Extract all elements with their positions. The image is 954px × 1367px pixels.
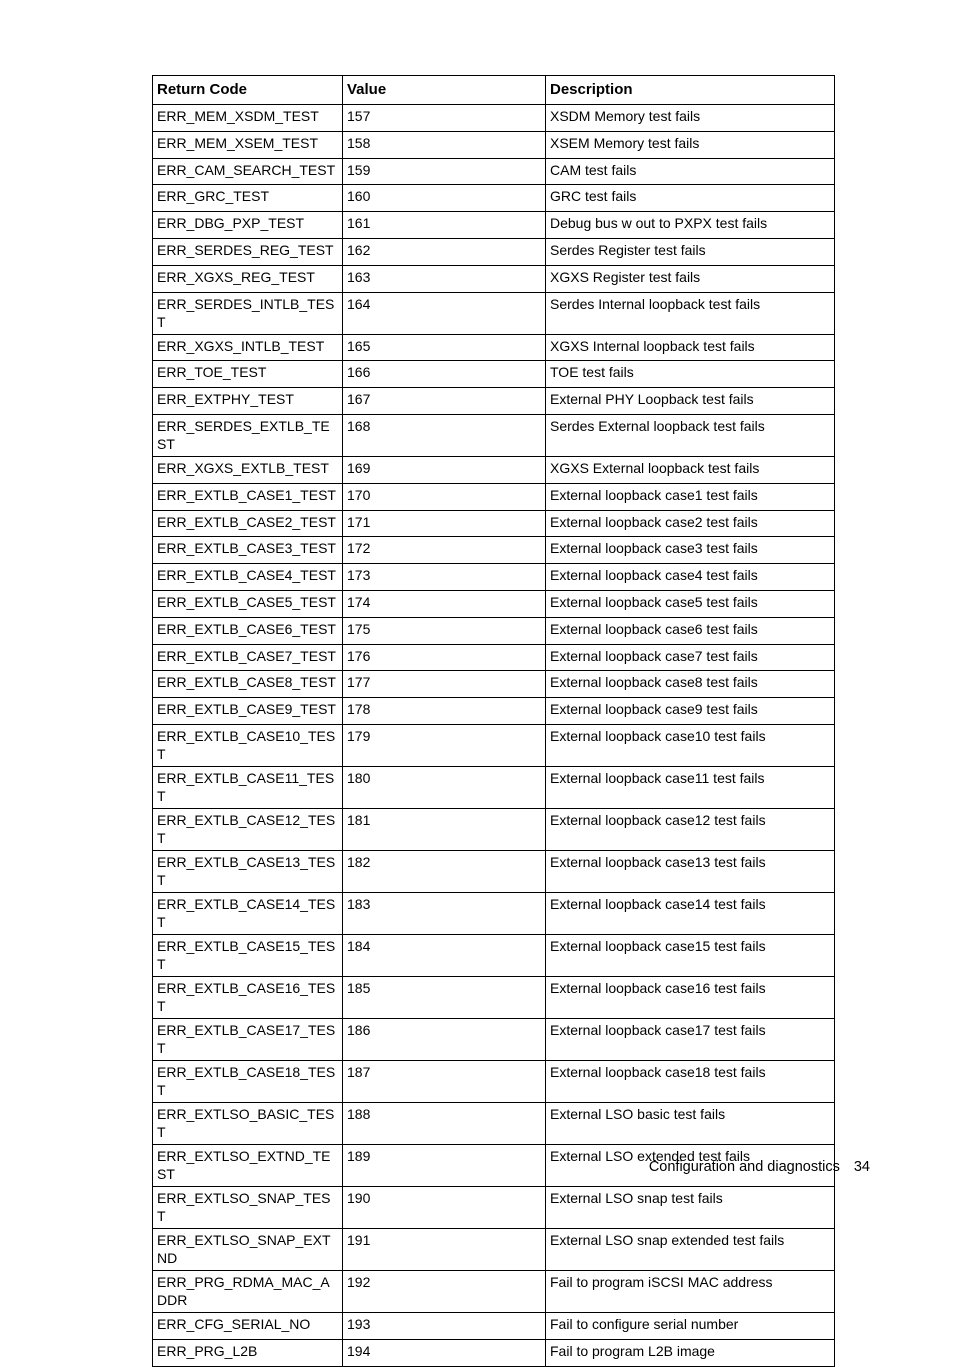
cell-description: External loopback case10 test fails bbox=[546, 724, 835, 766]
cell-description: Serdes Register test fails bbox=[546, 238, 835, 265]
cell-description: External loopback case15 test fails bbox=[546, 934, 835, 976]
cell-return-code: ERR_EXTPHY_TEST bbox=[153, 388, 343, 415]
cell-value: 183 bbox=[343, 892, 546, 934]
cell-return-code: ERR_XGXS_EXTLB_TEST bbox=[153, 456, 343, 483]
cell-return-code: ERR_EXTLB_CASE14_TEST bbox=[153, 892, 343, 934]
table-row bbox=[153, 265, 835, 292]
cell-description: Debug bus w out to PXPX test fails bbox=[546, 212, 835, 239]
table-row bbox=[153, 671, 835, 698]
cell-value: 159 bbox=[343, 158, 546, 185]
table-header-row bbox=[153, 76, 835, 105]
cell-description: External loopback case17 test fails bbox=[546, 1018, 835, 1060]
cell-return-code: ERR_PRG_RDMA_MAC_ADDR bbox=[153, 1270, 343, 1312]
table-row bbox=[153, 766, 835, 808]
cell-description: XGXS Internal loopback test fails bbox=[546, 334, 835, 361]
cell-value: 162 bbox=[343, 238, 546, 265]
cell-description: External loopback case18 test fails bbox=[546, 1060, 835, 1102]
table-row bbox=[153, 976, 835, 1018]
cell-description: External loopback case14 test fails bbox=[546, 892, 835, 934]
cell-description: TOE test fails bbox=[546, 361, 835, 388]
cell-description: External LSO basic test fails bbox=[546, 1102, 835, 1144]
cell-return-code: ERR_CAM_SEARCH_TEST bbox=[153, 158, 343, 185]
cell-value: 157 bbox=[343, 105, 546, 132]
table-body bbox=[153, 105, 835, 1367]
cell-value: 185 bbox=[343, 976, 546, 1018]
cell-return-code: ERR_EXTLB_CASE16_TEST bbox=[153, 976, 343, 1018]
cell-description: Fail to configure serial number bbox=[546, 1312, 835, 1339]
cell-value: 166 bbox=[343, 361, 546, 388]
cell-value: 172 bbox=[343, 537, 546, 564]
cell-value: 180 bbox=[343, 766, 546, 808]
header-description: Description bbox=[546, 76, 835, 105]
cell-value: 176 bbox=[343, 644, 546, 671]
table-row bbox=[153, 892, 835, 934]
cell-return-code: ERR_EXTLB_CASE15_TEST bbox=[153, 934, 343, 976]
cell-description: External loopback case8 test fails bbox=[546, 671, 835, 698]
cell-description: External loopback case6 test fails bbox=[546, 617, 835, 644]
footer-section-title: Configuration and diagnostics bbox=[648, 1159, 840, 1175]
table-row bbox=[153, 131, 835, 158]
cell-return-code: ERR_EXTLSO_BASIC_TEST bbox=[153, 1102, 343, 1144]
table-row bbox=[153, 850, 835, 892]
table-row bbox=[153, 361, 835, 388]
cell-value: 194 bbox=[343, 1339, 546, 1366]
cell-value: 163 bbox=[343, 265, 546, 292]
table-row bbox=[153, 644, 835, 671]
table-row bbox=[153, 158, 835, 185]
table-row bbox=[153, 1186, 835, 1228]
table-row bbox=[153, 934, 835, 976]
table-row bbox=[153, 808, 835, 850]
cell-return-code: ERR_EXTLB_CASE17_TEST bbox=[153, 1018, 343, 1060]
cell-value: 165 bbox=[343, 334, 546, 361]
cell-value: 170 bbox=[343, 483, 546, 510]
table-row bbox=[153, 617, 835, 644]
cell-return-code: ERR_PRG_L2B bbox=[153, 1339, 343, 1366]
cell-value: 173 bbox=[343, 564, 546, 591]
cell-description: External loopback case4 test fails bbox=[546, 564, 835, 591]
table-row bbox=[153, 1270, 835, 1312]
cell-description: Serdes Internal loopback test fails bbox=[546, 292, 835, 334]
cell-value: 171 bbox=[343, 510, 546, 537]
cell-value: 168 bbox=[343, 414, 546, 456]
table-row bbox=[153, 388, 835, 415]
cell-return-code: ERR_EXTLB_CASE10_TEST bbox=[153, 724, 343, 766]
table-row bbox=[153, 564, 835, 591]
cell-return-code: ERR_EXTLB_CASE2_TEST bbox=[153, 510, 343, 537]
table-row bbox=[153, 1018, 835, 1060]
table-row bbox=[153, 414, 835, 456]
cell-description: Fail to program iSCSI MAC address bbox=[546, 1270, 835, 1312]
cell-description: External loopback case5 test fails bbox=[546, 590, 835, 617]
table-row bbox=[153, 510, 835, 537]
cell-return-code: ERR_DBG_PXP_TEST bbox=[153, 212, 343, 239]
cell-return-code: ERR_EXTLB_CASE4_TEST bbox=[153, 564, 343, 591]
cell-description: External PHY Loopback test fails bbox=[546, 388, 835, 415]
cell-return-code: ERR_EXTLB_CASE18_TEST bbox=[153, 1060, 343, 1102]
cell-description: External LSO snap test fails bbox=[546, 1186, 835, 1228]
cell-description: External loopback case7 test fails bbox=[546, 644, 835, 671]
table-row bbox=[153, 212, 835, 239]
cell-value: 164 bbox=[343, 292, 546, 334]
table-row bbox=[153, 1060, 835, 1102]
cell-description: External loopback case1 test fails bbox=[546, 483, 835, 510]
cell-return-code: ERR_EXTLSO_SNAP_EXTND bbox=[153, 1228, 343, 1270]
page-number: 34 bbox=[853, 1159, 870, 1175]
cell-value: 189 bbox=[343, 1144, 546, 1186]
table-row bbox=[153, 105, 835, 132]
cell-return-code: ERR_MEM_XSEM_TEST bbox=[153, 131, 343, 158]
cell-value: 184 bbox=[343, 934, 546, 976]
cell-return-code: ERR_EXTLB_CASE8_TEST bbox=[153, 671, 343, 698]
cell-value: 182 bbox=[343, 850, 546, 892]
cell-return-code: ERR_EXTLSO_SNAP_TEST bbox=[153, 1186, 343, 1228]
cell-return-code: ERR_EXTLB_CASE6_TEST bbox=[153, 617, 343, 644]
cell-value: 193 bbox=[343, 1312, 546, 1339]
cell-return-code: ERR_EXTLB_CASE13_TEST bbox=[153, 850, 343, 892]
table-row bbox=[153, 238, 835, 265]
table-row bbox=[153, 537, 835, 564]
page-footer bbox=[649, 1158, 870, 1176]
cell-return-code: ERR_EXTLB_CASE11_TEST bbox=[153, 766, 343, 808]
cell-value: 186 bbox=[343, 1018, 546, 1060]
table-row bbox=[153, 292, 835, 334]
cell-value: 158 bbox=[343, 131, 546, 158]
cell-description: External loopback case3 test fails bbox=[546, 537, 835, 564]
cell-value: 177 bbox=[343, 671, 546, 698]
header-return-code: Return Code bbox=[153, 76, 343, 105]
cell-description: XGXS External loopback test fails bbox=[546, 456, 835, 483]
cell-return-code: ERR_EXTLB_CASE3_TEST bbox=[153, 537, 343, 564]
cell-value: 188 bbox=[343, 1102, 546, 1144]
cell-value: 191 bbox=[343, 1228, 546, 1270]
cell-description: External loopback case16 test fails bbox=[546, 976, 835, 1018]
cell-value: 161 bbox=[343, 212, 546, 239]
cell-return-code: ERR_EXTLB_CASE7_TEST bbox=[153, 644, 343, 671]
cell-description: External LSO snap extended test fails bbox=[546, 1228, 835, 1270]
table-row bbox=[153, 1339, 835, 1366]
cell-return-code: ERR_SERDES_REG_TEST bbox=[153, 238, 343, 265]
cell-value: 169 bbox=[343, 456, 546, 483]
cell-return-code: ERR_TOE_TEST bbox=[153, 361, 343, 388]
cell-description: External loopback case2 test fails bbox=[546, 510, 835, 537]
cell-return-code: ERR_XGXS_INTLB_TEST bbox=[153, 334, 343, 361]
cell-description: CAM test fails bbox=[546, 158, 835, 185]
table-row bbox=[153, 483, 835, 510]
cell-description: XGXS Register test fails bbox=[546, 265, 835, 292]
table-row bbox=[153, 724, 835, 766]
cell-return-code: ERR_EXTLB_CASE1_TEST bbox=[153, 483, 343, 510]
cell-description: External loopback case11 test fails bbox=[546, 766, 835, 808]
cell-description: XSEM Memory test fails bbox=[546, 131, 835, 158]
cell-return-code: ERR_EXTLB_CASE9_TEST bbox=[153, 698, 343, 725]
cell-value: 190 bbox=[343, 1186, 546, 1228]
table-row bbox=[153, 185, 835, 212]
cell-description: External loopback case9 test fails bbox=[546, 698, 835, 725]
cell-value: 167 bbox=[343, 388, 546, 415]
table-row bbox=[153, 334, 835, 361]
table-row bbox=[153, 456, 835, 483]
cell-value: 179 bbox=[343, 724, 546, 766]
header-value: Value bbox=[343, 76, 546, 105]
cell-return-code: ERR_EXTLB_CASE5_TEST bbox=[153, 590, 343, 617]
cell-return-code: ERR_EXTLSO_EXTND_TEST bbox=[153, 1144, 343, 1186]
cell-description: External LSO extended test fails bbox=[546, 1144, 835, 1186]
table-row bbox=[153, 1312, 835, 1339]
cell-return-code: ERR_SERDES_INTLB_TEST bbox=[153, 292, 343, 334]
cell-return-code: ERR_GRC_TEST bbox=[153, 185, 343, 212]
cell-value: 174 bbox=[343, 590, 546, 617]
cell-return-code: ERR_EXTLB_CASE12_TEST bbox=[153, 808, 343, 850]
cell-value: 178 bbox=[343, 698, 546, 725]
cell-return-code: ERR_SERDES_EXTLB_TEST bbox=[153, 414, 343, 456]
cell-value: 187 bbox=[343, 1060, 546, 1102]
table-row bbox=[153, 590, 835, 617]
cell-return-code: ERR_MEM_XSDM_TEST bbox=[153, 105, 343, 132]
cell-value: 181 bbox=[343, 808, 546, 850]
cell-description: Serdes External loopback test fails bbox=[546, 414, 835, 456]
cell-description: Fail to program L2B image bbox=[546, 1339, 835, 1366]
cell-description: XSDM Memory test fails bbox=[546, 105, 835, 132]
cell-value: 192 bbox=[343, 1270, 546, 1312]
cell-description: External loopback case13 test fails bbox=[546, 850, 835, 892]
cell-return-code: ERR_CFG_SERIAL_NO bbox=[153, 1312, 343, 1339]
cell-value: 160 bbox=[343, 185, 546, 212]
cell-description: GRC test fails bbox=[546, 185, 835, 212]
cell-description: External loopback case12 test fails bbox=[546, 808, 835, 850]
table-row bbox=[153, 1102, 835, 1144]
cell-return-code: ERR_XGXS_REG_TEST bbox=[153, 265, 343, 292]
table-row bbox=[153, 698, 835, 725]
cell-value: 175 bbox=[343, 617, 546, 644]
